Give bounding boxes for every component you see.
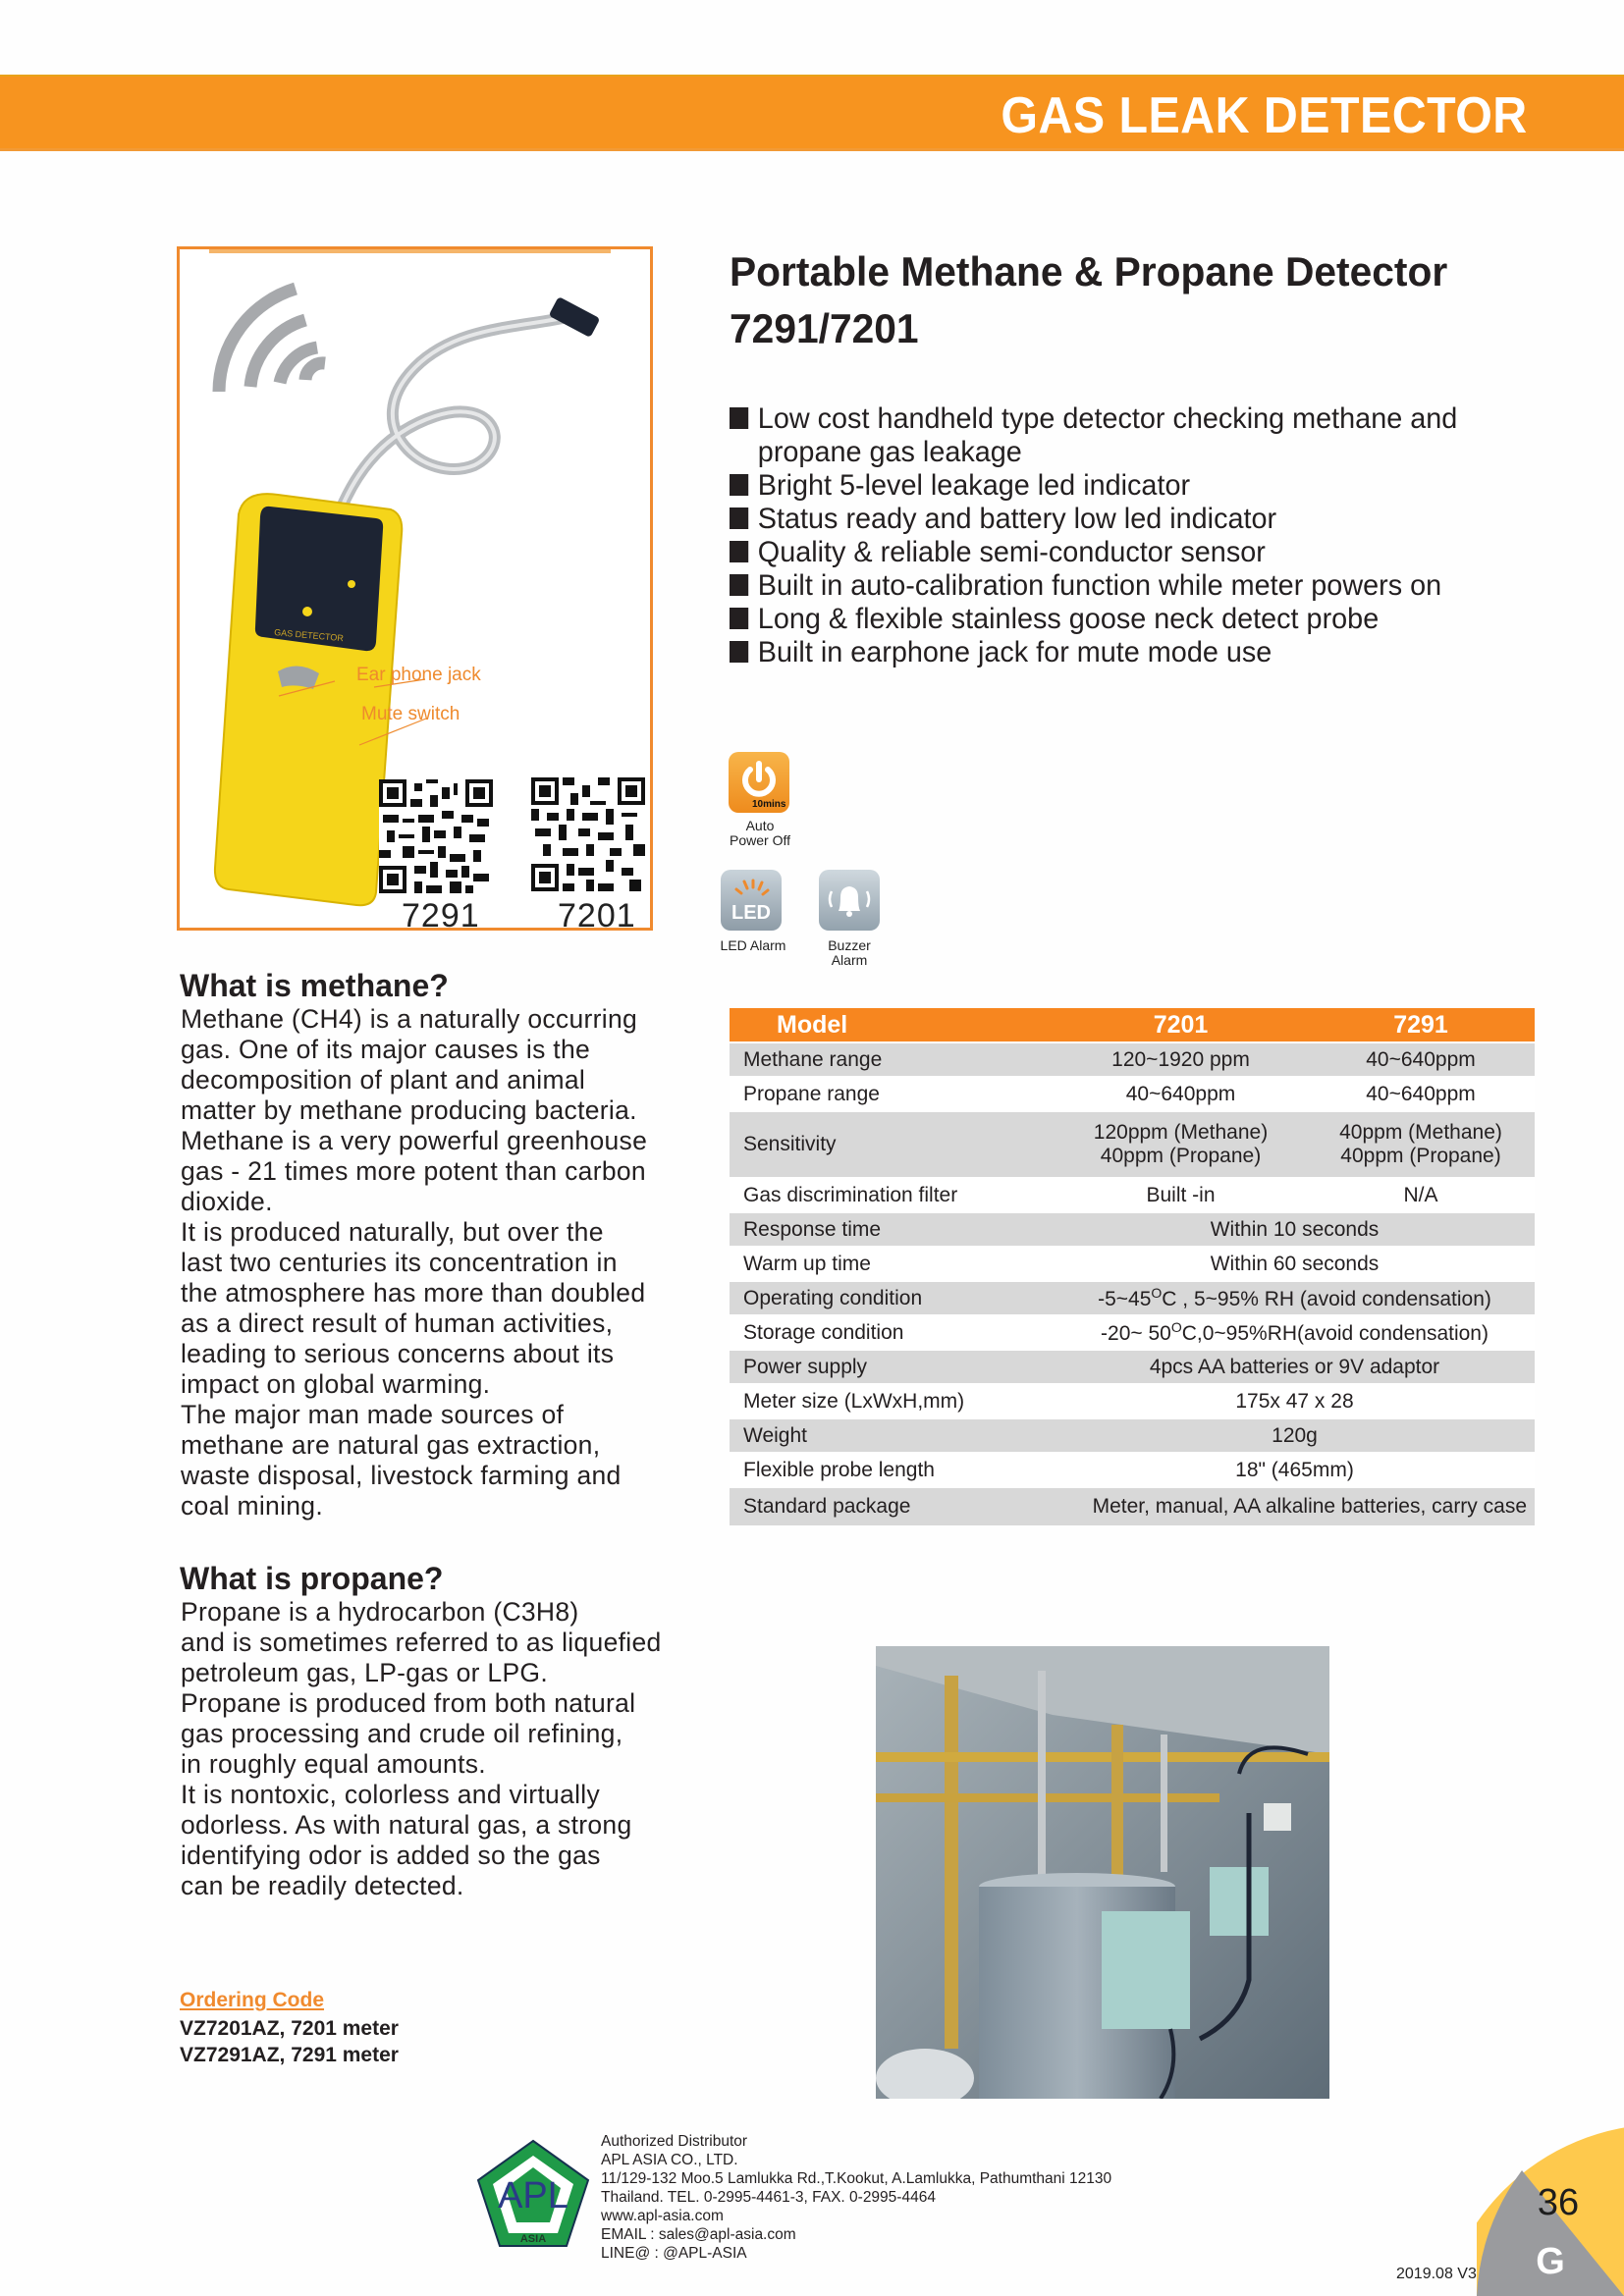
ordering-code-line: VZ7201AZ, 7201 meter bbox=[180, 2017, 399, 2040]
device-label: GAS DETECTOR bbox=[273, 627, 345, 644]
probe-tip bbox=[549, 296, 601, 338]
auto-power-off-icon: 10mins bbox=[729, 752, 789, 813]
email-link[interactable]: EMAIL : sales@apl-asia.com bbox=[601, 2226, 796, 2243]
propane-text-line: It is nontoxic, colorless and virtually bbox=[181, 1780, 601, 1809]
qr-code-7201[interactable] bbox=[531, 777, 645, 891]
ordering-code-title: Ordering Code bbox=[180, 1989, 325, 2011]
product-model-numbers: 7291/7201 bbox=[730, 305, 919, 351]
spec-table bbox=[730, 1008, 1535, 1525]
qr-code-7291[interactable] bbox=[379, 779, 493, 893]
led-icon bbox=[721, 870, 782, 931]
table-row: Standard package Meter, manual, AA alkaline batteries, carry case bbox=[730, 1487, 1535, 1525]
propane-text-line: petroleum gas, LP-gas or LPG. bbox=[181, 1658, 548, 1687]
table-row: Gas discrimination filter Built -in N/A bbox=[730, 1178, 1535, 1212]
propane-text-line: in roughly equal amounts. bbox=[181, 1749, 486, 1779]
header-7291: 7291 bbox=[1307, 1008, 1535, 1042]
product-image-frame bbox=[177, 246, 653, 934]
methane-text-line: It is produced naturally, but over the bbox=[181, 1217, 604, 1247]
methane-text-line: coal mining. bbox=[181, 1491, 324, 1521]
propane-text-line: gas processing and crude oil refining, bbox=[181, 1719, 623, 1748]
led-alarm-label: LED Alarm bbox=[720, 937, 786, 953]
table-row: Meter size (LxWxH,mm) 175x 47 x 28 bbox=[730, 1384, 1535, 1418]
methane-text-line: gas - 21 times more potent than carbon bbox=[181, 1156, 646, 1186]
product-title-line1: Portable Methane & Propane Detector bbox=[730, 248, 1448, 294]
callout-mute-switch: Mute switch bbox=[361, 704, 460, 724]
propane-body bbox=[181, 1597, 731, 1901]
propane-text-line: and is sometimes referred to as liquefied bbox=[181, 1628, 662, 1657]
methane-heading: What is methane? bbox=[180, 968, 449, 1003]
section-letter: G bbox=[1536, 2241, 1565, 2282]
methane-text-line: leading to serious concerns about its bbox=[181, 1339, 615, 1368]
methane-text-line: gas. One of its major causes is the bbox=[181, 1035, 591, 1064]
distributor-info bbox=[601, 2132, 1111, 2263]
page-corner-tab bbox=[1477, 2124, 1624, 2296]
bullet-square-icon bbox=[730, 507, 748, 529]
address-line: 11/129-132 Moo.5 Lamlukka Rd.,T.Kookut, A.Lamlukka, Pathumthani 12130 bbox=[601, 2170, 1112, 2187]
methane-text-line: dioxide. bbox=[181, 1187, 273, 1216]
methane-body bbox=[181, 1004, 731, 1522]
methane-text-line: last two centuries its concentration in bbox=[181, 1248, 618, 1277]
company-name: APL ASIA CO., LTD. bbox=[601, 2152, 738, 2168]
table-row: Operating condition $-5\sim 45^OC$ , 5~95% RH (avoid condensation) bbox=[730, 1281, 1535, 1315]
auto-power-off-label: Auto Power Off bbox=[730, 818, 790, 848]
methane-text-line: matter by methane producing bacteria. bbox=[181, 1095, 637, 1125]
feature-item: Low cost handheld type detector checking methane and propane gas leakage bbox=[730, 402, 1559, 469]
website-link[interactable]: www.apl-asia.com bbox=[601, 2208, 724, 2224]
bullet-square-icon bbox=[730, 541, 748, 562]
table-row: Flexible probe length 18" (465mm) bbox=[730, 1453, 1535, 1487]
phone-fax: Thailand. TEL. 0-2995-4461-3, FAX. 0-2995-4464 bbox=[601, 2189, 936, 2206]
feature-item: Built in auto-calibration function while meter powers on bbox=[730, 569, 1559, 603]
header-band bbox=[0, 75, 1624, 151]
methane-text-line: Methane (CH4) is a naturally occurring bbox=[181, 1004, 638, 1034]
feature-item: Bright 5-level leakage led indicator bbox=[730, 469, 1559, 503]
buzzer-alarm-label: Buzzer Alarm bbox=[828, 937, 871, 968]
methane-text-line: waste disposal, livestock farming and bbox=[181, 1461, 622, 1490]
methane-text-line: methane are natural gas extraction, bbox=[181, 1430, 601, 1460]
methane-text-line: decomposition of plant and animal bbox=[181, 1065, 586, 1095]
table-row: Weight 120g bbox=[730, 1418, 1535, 1453]
header-model: Model bbox=[730, 1008, 1055, 1042]
qr-label-7291: 7291 bbox=[402, 897, 480, 934]
line-id: LINE@ : @APL-ASIA bbox=[601, 2245, 747, 2262]
propane-text-line: can be readily detected. bbox=[181, 1871, 464, 1900]
table-row: Storage condition -20~ $50^OC,0\sim 95\%RH(avoid$ condensation) bbox=[730, 1315, 1535, 1350]
propane-text-line: identifying odor is added so the gas bbox=[181, 1841, 601, 1870]
bullet-square-icon bbox=[730, 641, 748, 663]
propane-text-line: odorless. As with natural gas, a strong bbox=[181, 1810, 632, 1840]
led-alarm-icon bbox=[721, 870, 782, 931]
header-title: GAS LEAK DETECTOR bbox=[1001, 87, 1528, 144]
bullet-square-icon bbox=[730, 474, 748, 496]
table-row: Sensitivity 120ppm (Methane) 40ppm (Propane) 40ppm (Methane) 40ppm (Propane) bbox=[730, 1111, 1535, 1178]
gas-installation-photo bbox=[876, 1646, 1329, 2099]
methane-text-line: as a direct result of human activities, bbox=[181, 1308, 614, 1338]
feature-item: Quality & reliable semi-conductor sensor bbox=[730, 536, 1559, 569]
table-row: Warm up time Within 60 seconds bbox=[730, 1247, 1535, 1281]
table-row: Response time Within 10 seconds bbox=[730, 1212, 1535, 1247]
feature-list bbox=[730, 402, 1594, 669]
ordering-code-line: VZ7291AZ, 7291 meter bbox=[180, 2044, 399, 2066]
qr-label-7201: 7201 bbox=[558, 897, 636, 934]
propane-heading: What is propane? bbox=[180, 1561, 444, 1596]
buzzer-alarm-icon bbox=[819, 870, 880, 931]
methane-text-line: The major man made sources of bbox=[181, 1400, 565, 1429]
svg-text:APL: APL bbox=[498, 2175, 568, 2216]
signal-waves-icon bbox=[219, 289, 325, 392]
methane-text-line: the atmosphere has more than doubled bbox=[181, 1278, 646, 1308]
header-7201: 7201 bbox=[1055, 1008, 1307, 1042]
product-title bbox=[730, 243, 1447, 357]
feature-item: Long & flexible stainless goose neck detect probe bbox=[730, 603, 1559, 636]
distributor-label: Authorized Distributor bbox=[601, 2133, 748, 2150]
callout-ear-phone-jack: Ear phone jack bbox=[356, 665, 481, 685]
page-number: 36 bbox=[1537, 2182, 1580, 2223]
table-row: Propane range 40~640ppm 40~640ppm bbox=[730, 1077, 1535, 1111]
methane-text-line: Methane is a very powerful greenhouse bbox=[181, 1126, 648, 1155]
version-label: 2019.08 V3 bbox=[1396, 2266, 1477, 2282]
apl-asia-logo bbox=[474, 2138, 592, 2251]
bell-icon bbox=[819, 870, 880, 931]
bullet-square-icon bbox=[730, 608, 748, 629]
spec-table-header bbox=[730, 1008, 1535, 1042]
table-row: Methane range 120~1920 ppm 40~640ppm bbox=[730, 1042, 1535, 1077]
bullet-square-icon bbox=[730, 574, 748, 596]
feature-item: Status ready and battery low led indicator bbox=[730, 503, 1559, 536]
feature-item: Built in earphone jack for mute mode use bbox=[730, 636, 1559, 669]
table-row: Power supply 4pcs AA batteries or 9V adaptor bbox=[730, 1350, 1535, 1384]
svg-text:LED: LED bbox=[731, 902, 771, 924]
propane-text-line: Propane is produced from both natural bbox=[181, 1688, 636, 1718]
propane-text-line: Propane is a hydrocarbon (C3H8) bbox=[181, 1597, 579, 1627]
bullet-square-icon bbox=[730, 407, 748, 429]
svg-text:ASIA: ASIA bbox=[519, 2233, 547, 2245]
methane-text-line: impact on global warming. bbox=[181, 1369, 491, 1399]
